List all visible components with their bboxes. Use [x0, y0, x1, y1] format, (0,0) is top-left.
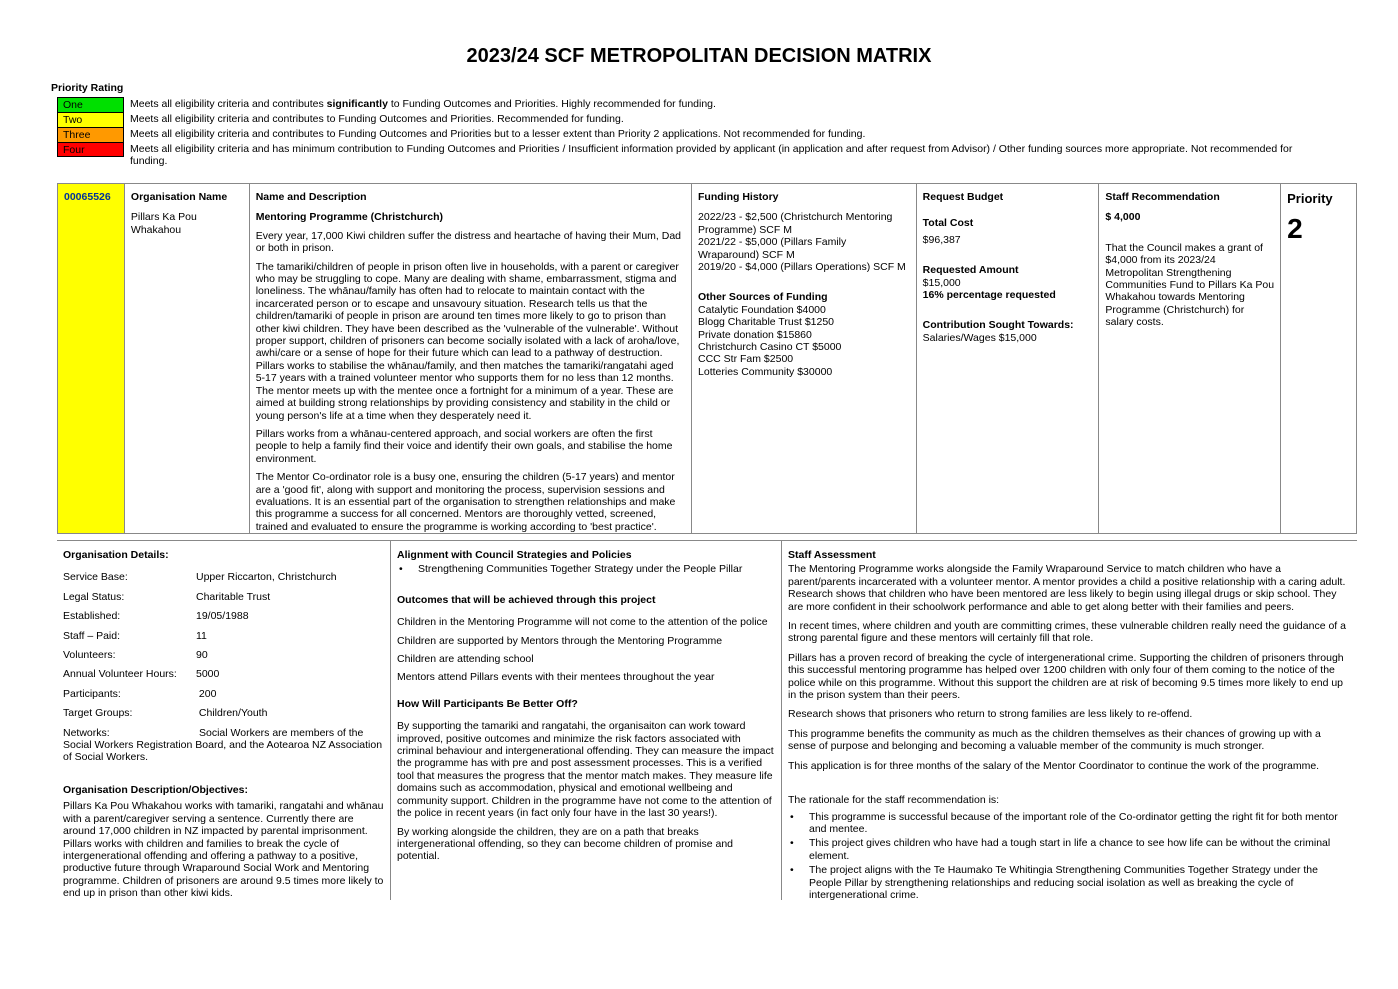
other-funding-line: CCC Str Fam $2500: [698, 353, 794, 366]
total-cost-value: $96,387: [922, 233, 961, 246]
lower-section: [57, 540, 1357, 900]
detail-value: Charitable Trust: [196, 590, 271, 603]
contribution-label: Contribution Sought Towards:: [922, 319, 1074, 332]
objectives-header: Organisation Description/Objectives:: [63, 783, 248, 796]
detail-value: Upper Riccarton, Christchurch: [196, 571, 337, 584]
description-paragraph: Every year, 17,000 Kiwi children suffer the distress and heartache of having their Mum, Dad or both in prison.: [255, 229, 681, 255]
percentage-requested: 16% percentage requested: [922, 289, 1056, 302]
requested-amount-value: $15,000: [922, 276, 961, 289]
detail-label: Established:: [63, 610, 121, 623]
description-paragraph: Pillars works from a whānau-centered approach, and social workers are often the first people to help a family find their voice and identify their own goals, and stabilise the home environment.: [255, 427, 673, 465]
request-budget-header: Request Budget: [922, 191, 1004, 203]
detail-label: Volunteers:: [63, 649, 116, 662]
assessment-paragraph: The Mentoring Programme works alongside the Family Wraparound Service to match children who have a parent/parents incarcerated with a volunteer mentor. A mentor provides a child a positive relationship with a caring adult. Research shows that children who have been mentored are less likely to begin using illegal drugs or skip school. They are more confident in their schoolwork performance and able to get along better with their families and peers.: [788, 563, 1346, 613]
funding-history-cell: [692, 184, 917, 533]
better-off-paragraph: By working alongside the children, they are on a path that breaks intergenerational offending, so they can become children of promise and potential.: [397, 825, 734, 863]
outcome-item: Children in the Mentoring Programme will not come to the attention of the police: [397, 616, 768, 629]
project-name: Mentoring Programme (Christchurch): [255, 211, 443, 224]
legend-text-one-pre: Meets all eligibility criteria and contributes: [130, 98, 327, 110]
requested-amount-label: Requested Amount: [922, 264, 1019, 277]
networks-block: [63, 727, 384, 764]
total-cost-label: Total Cost: [922, 217, 974, 230]
staff-assessment-header: Staff Assessment: [788, 549, 876, 561]
staff-recommendation-cell: [1099, 184, 1281, 533]
legend-text-two: Meets all eligibility criteria and contributes to Funding Outcomes and Priorities. Recommended for funding.: [130, 113, 624, 125]
outcome-item: Children are attending school: [397, 653, 534, 666]
legend-text-one: [124, 97, 716, 110]
organisation-name: Pillars Ka Pou Whakahou: [130, 211, 197, 236]
better-off-header: How Will Participants Be Better Off?: [397, 697, 578, 710]
legend-swatch-one: One: [57, 97, 124, 112]
decision-matrix-table: [57, 183, 1357, 534]
detail-row: [63, 707, 384, 719]
outcomes-header: Outcomes that will be achieved through this project: [397, 593, 656, 606]
detail-label: Staff – Paid:: [63, 629, 121, 642]
rationale-intro: The rationale for the staff recommendation is:: [788, 794, 1000, 807]
legend-text-four: Meets all eligibility criteria and has minimum contribution to Funding Outcomes and Priorities / Insufficient information provided by applicant (in application and after request from Advisor) / Other funding sources more appropriate. Not recommended for funding.: [130, 143, 1293, 168]
objectives-text: Pillars Ka Pou Whakahou works with tamariki, rangatahi and whānau with a parent/caregiver serving a sentence. Currently there are around 17,000 children in NZ impacted by parental imprisonment. Pillars works with children and families to break the cycle of intergenerational offending and offering a pathway to a positive, productive future through Wraparound Social Work and Mentoring programme. Children of prisoners are around 9.5 times more likely to end up in prison than other kiwi kids.: [63, 800, 384, 900]
detail-row: [63, 688, 384, 700]
legend-swatch-three: Three: [57, 127, 124, 142]
rationale-item: • This project gives children who have had a tough start in life a chance to see how life can be without the criminal element.: [788, 837, 1351, 862]
legend-text-one-bold: significantly: [326, 98, 388, 110]
detail-row: [63, 630, 384, 642]
application-id: 00065526: [64, 191, 111, 203]
assessment-paragraph: In recent times, where children and youth are committing crimes, these vulnerable children really need the guidance of a strong parental figure and these mentors will certainly fill that role.: [788, 620, 1346, 645]
detail-value: 5000: [196, 668, 220, 681]
networks-value: Social Workers are members of the Social Workers Registration Board, and the Aotearoa NZ Association of Social Workers.: [63, 726, 383, 764]
detail-value: 19/05/1988: [196, 610, 249, 623]
priority-cell: [1281, 184, 1356, 533]
detail-label: Participants:: [63, 687, 121, 700]
legend-swatch-four: Four: [57, 142, 124, 157]
legend-row-four: [57, 142, 1317, 168]
application-id-cell: [58, 184, 125, 533]
other-funding-line: Lotteries Community $30000: [698, 365, 833, 378]
outcome-item: Children are supported by Mentors through the Mentoring Programme: [397, 634, 723, 647]
assessment-paragraph: This programme benefits the community as much as the children themselves as their chances of growing up with a sense of purpose and belonging and becoming a valuable member of the community is much stronger.: [788, 727, 1321, 753]
detail-value: 90: [196, 649, 208, 662]
legend-text-one-post: to Funding Outcomes and Priorities. Highly recommended for funding.: [387, 98, 716, 110]
other-funding-header: Other Sources of Funding: [698, 291, 828, 304]
organisation-name-header: Organisation Name: [130, 191, 228, 203]
funding-history-header: Funding History: [698, 191, 779, 203]
funding-history-line: 2022/23 - $2,500 (Christchurch Mentoring Programme) SCF M: [698, 211, 893, 236]
contribution-value: Salaries/Wages $15,000: [922, 331, 1037, 344]
detail-row: [63, 668, 384, 680]
page-title: 2023/24 SCF METROPOLITAN DECISION MATRIX: [466, 45, 932, 67]
priority-rating-heading: Priority Rating: [51, 82, 124, 94]
assessment-paragraph: Pillars has a proven record of breaking the cycle of intergenerational crime. Supporting the children of prisoners through this successful mentoring programme has helped over 1200 children with only four of them coming to the notice of the police while on this programme. Without this support the children are at risk of becoming 9.5 times more likely to end up in the prison system than their peers.: [788, 651, 1344, 702]
legend-swatch-two: Two: [57, 112, 124, 127]
detail-label: Service Base:: [63, 571, 128, 584]
staff-recommendation-text: That the Council makes a grant of $4,000 from its 2023/24 Metropolitan Strengthening Communities Fund to Pillars Ka Pou Whakahou towards Mentoring Programme (Christchurch) for salary costs.: [1105, 241, 1275, 329]
rationale-item: • The project aligns with the Te Haumako Te Whitingia Strengthening Communities Together Strategy under the People Pillar by strengthening relationships and reducing social isolation as well as breaking the cycle of intergenerational crime.: [788, 864, 1351, 901]
outcome-item: Mentors attend Pillars events with their mentees throughout the year: [397, 671, 715, 684]
other-funding-line: Blogg Charitable Trust $1250: [698, 316, 835, 329]
detail-label: Target Groups:: [63, 707, 133, 720]
legend-row-one: [57, 97, 1317, 112]
description-paragraph: The Mentor Co-ordinator role is a busy one, ensuring the children (5-17 years) and mentor are a 'good fit', along with support and monitoring the process, supervision sessions and evaluations. It is an essential part of the organisation to strengthen relationships and make this programme a success for all concerned. Mentors are thoroughly vetted, screened, trained and evaluated to ensure the programme is working according to 'best practice'.: [255, 471, 676, 533]
alignment-list: [397, 563, 775, 575]
request-budget-cell: [917, 184, 1100, 533]
rationale-item: • This programme is successful because of the important role of the Co-ordinator getting the right fit for both mentor and mentee.: [788, 811, 1351, 836]
rationale-list: [788, 811, 1351, 902]
organisation-details-column: [57, 541, 391, 900]
other-funding-line: Private donation $15860: [698, 328, 812, 341]
detail-row: [63, 571, 384, 583]
detail-label: Annual Volunteer Hours:: [63, 668, 177, 681]
funding-history-line: 2021/22 - $5,000 (Pillars Family Wraparound) SCF M: [698, 236, 847, 261]
recommended-amount: $ 4,000: [1105, 211, 1141, 224]
better-off-paragraph: By supporting the tamariki and rangatahi, the organisaiton can work toward improved, positive outcomes and minimize the risk factors associated with criminal behaviour and intergenerational offending. They can measure the impact the programme has with pre and post assessment processes. This is a verified tool that measures the progress that the mentor match makes. They measure life domains such as accommodation, physical and emotional wellbeing and community support. Children in the programme have not come to the attention of the police in recent years (in fact only four have in the last 30 years!).: [397, 720, 774, 820]
description-header: Name and Description: [255, 191, 367, 203]
detail-row: [63, 649, 384, 661]
assessment-paragraph: Research shows that prisoners who return to strong families are less likely to re-offend.: [788, 708, 1193, 721]
detail-value: 11: [196, 629, 207, 642]
legend-text-three: Meets all eligibility criteria and contributes to Funding Outcomes and Priorities but to a lesser extent than Priority 2 applications. Not recommended for funding.: [130, 128, 866, 140]
funding-history-line: 2019/20 - $4,000 (Pillars Operations) SCF M: [698, 261, 906, 274]
alignment-column: [391, 541, 782, 900]
priority-value: 2: [1287, 213, 1303, 244]
staff-assessment-column: [782, 541, 1357, 900]
other-funding-line: Christchurch Casino CT $5000: [698, 341, 842, 354]
staff-recommendation-header: Staff Recommendation: [1105, 191, 1220, 203]
alignment-item: • Strengthening Communities Together Strategy under the People Pillar: [397, 563, 775, 575]
legend-row-two: [57, 112, 1317, 127]
other-funding-line: Catalytic Foundation $4000: [698, 303, 826, 316]
organisation-details-header: Organisation Details:: [63, 549, 169, 561]
detail-value: 200: [196, 687, 217, 700]
legend-row-three: [57, 127, 1317, 142]
detail-row: [63, 591, 384, 603]
detail-row: [63, 610, 384, 622]
description-paragraph: The tamariki/children of people in prison often live in households, with a parent or caregiver who may be struggling to cope. Many are dealing with shame, embarrassment, stigma and loneliness. The whānau/family has often had to relocate to maintain contact with the incarcerated person or to escape and unsavoury situation. Research tells us that the children/tamariki of people in prison are around ten times more likely to go to prison than other kiwi children. They have been described as the 'vulnerable of the vulnerable'. Without proper support, children of prisoners can become socially isolated with a lack of aroha/love, awhi/care or a sense of hope for their future which can lead to a pathway of destruction. Pillars works to stabilise the whānau/family, and then matches the tamariki/rangatahi aged 5-17 years with a trained volunteer mentor who supports them for no less than 12 months. The mentor meets up with the mentee once a fortnight for a minimum of a year. These are aimed at building strong relationships by providing consistency and stability in the child or young person's life at a time when they desperately need it.: [255, 260, 680, 422]
networks-label: Networks:: [63, 726, 110, 739]
assessment-paragraph: This application is for three months of the salary of the Mentor Coordinator to continue the work of the programme.: [788, 759, 1320, 772]
detail-label: Legal Status:: [63, 590, 125, 603]
organisation-cell: [125, 184, 250, 533]
description-cell: [250, 184, 692, 533]
priority-header: Priority: [1287, 191, 1333, 206]
priority-legend: [57, 97, 1317, 168]
alignment-header: Alignment with Council Strategies and Policies: [397, 549, 632, 561]
detail-value: Children/Youth: [196, 707, 268, 720]
